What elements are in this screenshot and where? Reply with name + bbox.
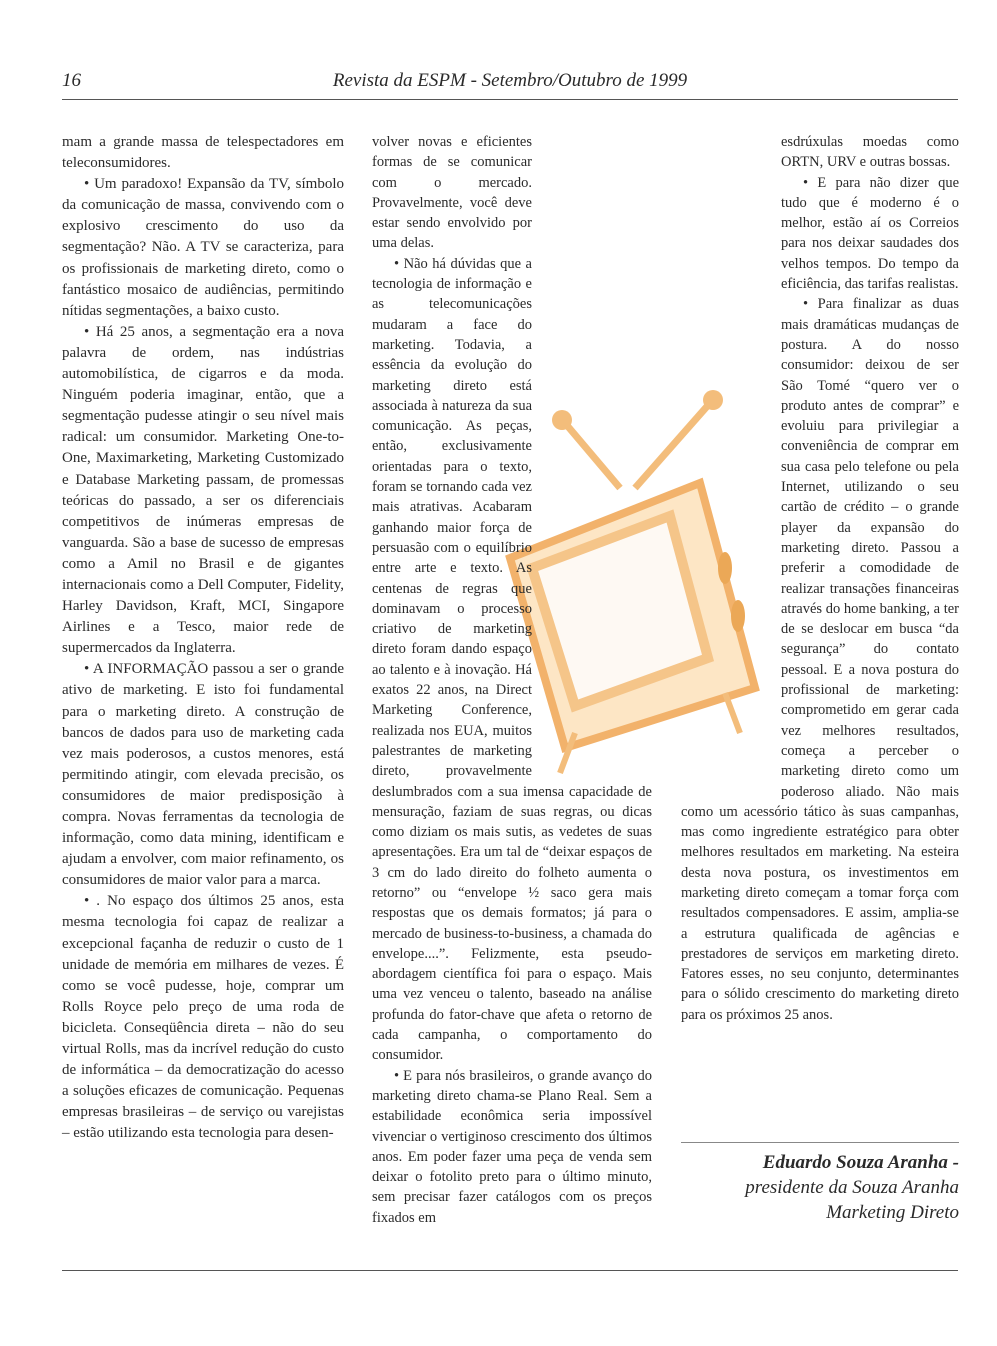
running-header	[62, 70, 958, 96]
journal-title: Revista da ESPM - Setembro/Outubro de 1999	[332, 70, 688, 91]
paragraph: • E para não dizer que tudo que é moderno é o melhor, estão aí os Correios para nos deixar saudades dos velhos tempos. Do tempo da eficiência, das tarifas realistas.	[781, 174, 959, 293]
signature-rule	[681, 1142, 959, 1143]
paragraph: • A INFORMAÇÃO passou a ser o grande ativo de marketing. E isto foi fundamental para o marketing direto. A construção de bancos de dados para uso de marketing cada vez mais poderosos, a custos menores, está permitindo atingir, com elevada precisão, os consumidores de maior predisposição à compra. Novas ferramentas da tecnologia de informação, como data mining, identificam e ajudam a envolver, com maior refinamento, os consumidores de maior valor para a marca.	[62, 661, 344, 889]
paragraph: • Um paradoxo! Expansão da TV, símbolo da comunicação de massa, convivendo com o explosivo crescimento do uso da segmentação? Não. A TV se caracteriza, para os profissionais de marketing direto, como o fantástico mosaico de audiências, permitindo nítidas segmentações, a baixo custo.	[62, 176, 344, 319]
paragraph: • . No espaço dos últimos 25 anos, esta mesma tecnologia foi capaz de realizar a excepcional façanha de reduzir o custo de 1 unidade de memória em milhares de vezes. É como se você pudesse, hoje, comprar um Rolls Royce pelo preço de uma roda de bicicleta. Conseqüência direta – não do seu virtual Rolls, mas da incrível redução do custo de informática – da democratização do acesso a soluções eficazes de comunicação. Pequenas empresas brasileiras – de serviço ou varejistas – estão utilizando esta tecnologia para desen-	[62, 893, 344, 1142]
author-role: presidente da Souza Aranha	[745, 1177, 959, 1198]
column-2	[372, 132, 652, 1228]
paragraph: • Há 25 anos, a segmentação era a nova palavra de ordem, nas indústrias automobilística, de cigarros e da moda. Ninguém poderia imaginar, então, que a segmentação pudesse atingir o seu nível mais radical: um consumidor. Marketing One-to-One, Maximarketing, Marketing Customizado e Database Marketing passam, de promessas teóricas do passado, a ser os diferenciais competitivos de inúmeras empresas de vanguarda. São a base de sucesso de empresas como a Amil no Brasil e de gigantes internacionais como a Dell Computer, Fidelity, Harley Davidson, Kraft, MCI, Singapore Airlines e a Tesco, maior rede de supermercados da Inglaterra.	[62, 323, 344, 657]
paragraph: volver novas e eficientes formas de se comunicar com o mercado. Provavelmente, você deve estar sendo envolvido por uma delas.	[372, 134, 532, 252]
column-3	[681, 132, 959, 1025]
header-rule	[62, 99, 958, 100]
author-name: Eduardo Souza Aranha -	[762, 1152, 959, 1173]
page-number: 16	[62, 70, 81, 91]
paragraph: esdrúxulas moedas como ORTN, URV e outras bossas.	[781, 134, 959, 171]
author-signature	[681, 1150, 959, 1225]
paragraph: • E para nós brasileiros, o grande avanço do marketing direto chama-se Plano Real. Sem a estabilidade econômica seria impossível vivenciar o vertiginoso crescimento dos últimos anos. Em poder fazer uma peça de venda sem deixar o fotolito preto para o último minuto, sem precisar fazer catálogos com os preços fixados em	[372, 1067, 652, 1226]
paragraph: mam a grande massa de telespectadores em teleconsumidores.	[62, 134, 344, 172]
paragraph: • Para finalizar as duas mais dramáticas mudanças de postura. A do nosso consumidor: deixou de ser São Tomé “quero ver o produto antes de comprar” e evoluiu para privilegiar a conveniência de comprar em sua casa pelo telefone ou pela Internet, utilizando o seu cartão de crédito – o grande player da expansão do marketing direto. Passou a preferir a comodidade de realizar transações financeiras através do home banking, a ter de se deslocar em busca “da segurança” do contato pessoal. E a nova postura do profissional de marketing: comprometido em gerar cada vez melhores resultados, começa a perceber o marketing direto como um poderoso aliado. Não mais como um acessório tático às suas campanhas, mas como ingrediente estratégico para obter melhores resultados em marketing. Na esteira desta nova postura, os investimentos em marketing direto começam a tomar força com resultados compensadores. E assim, amplia-se a estrutura qualificada de agências e prestadores de serviços em marketing direto. Fatores esses, no seu conjunto, determinantes para o sólido crescimento do marketing direto para os próximos 25 anos.	[681, 296, 959, 1023]
column-1	[62, 132, 344, 1145]
paragraph: • Não há dúvidas que a tecnologia de informação e as telecomunicações mudaram a face do marketing. Todavia, a essência da evolução do marketing direto está associada à natureza da sua comunicação. As peças, então, exclusivamente orientadas para o texto, foram se tornando cada vez mais atrativas. Acabaram ganhando maior força de persuasão com o equilíbrio entre arte e texto. As centenas de regras que dominavam o processo criativo de marketing direto foram dando espaço ao talento e à inovação. Há exatos 22 anos, na Direct Marketing Conference, realizada nos EUA, muitos palestrantes de marketing direto, provavelmente deslumbrados com a sua imensa capacidade de mensuração, faziam de suas regras, ou dicas como diziam os mais sutis, as vedetes de suas apresentações. Era um tal de “deixar espaços de 3 cm do lado direito do folheto aumenta o retorno” ou “envelope ½ saco gera mais respostas que os demais formatos; já para o mercado de business-to-business, a chamada do envelope....”. Felizmente, esta pseudo-abordagem científica foi para o espaço. Mais uma vez venceu o talento, baseado na análise profunda do fator-chave que afeta o retorno de cada campanha, o comportamento do consumidor.	[372, 255, 652, 1064]
footer-rule	[62, 1270, 958, 1271]
author-company: Marketing Direto	[826, 1202, 959, 1223]
